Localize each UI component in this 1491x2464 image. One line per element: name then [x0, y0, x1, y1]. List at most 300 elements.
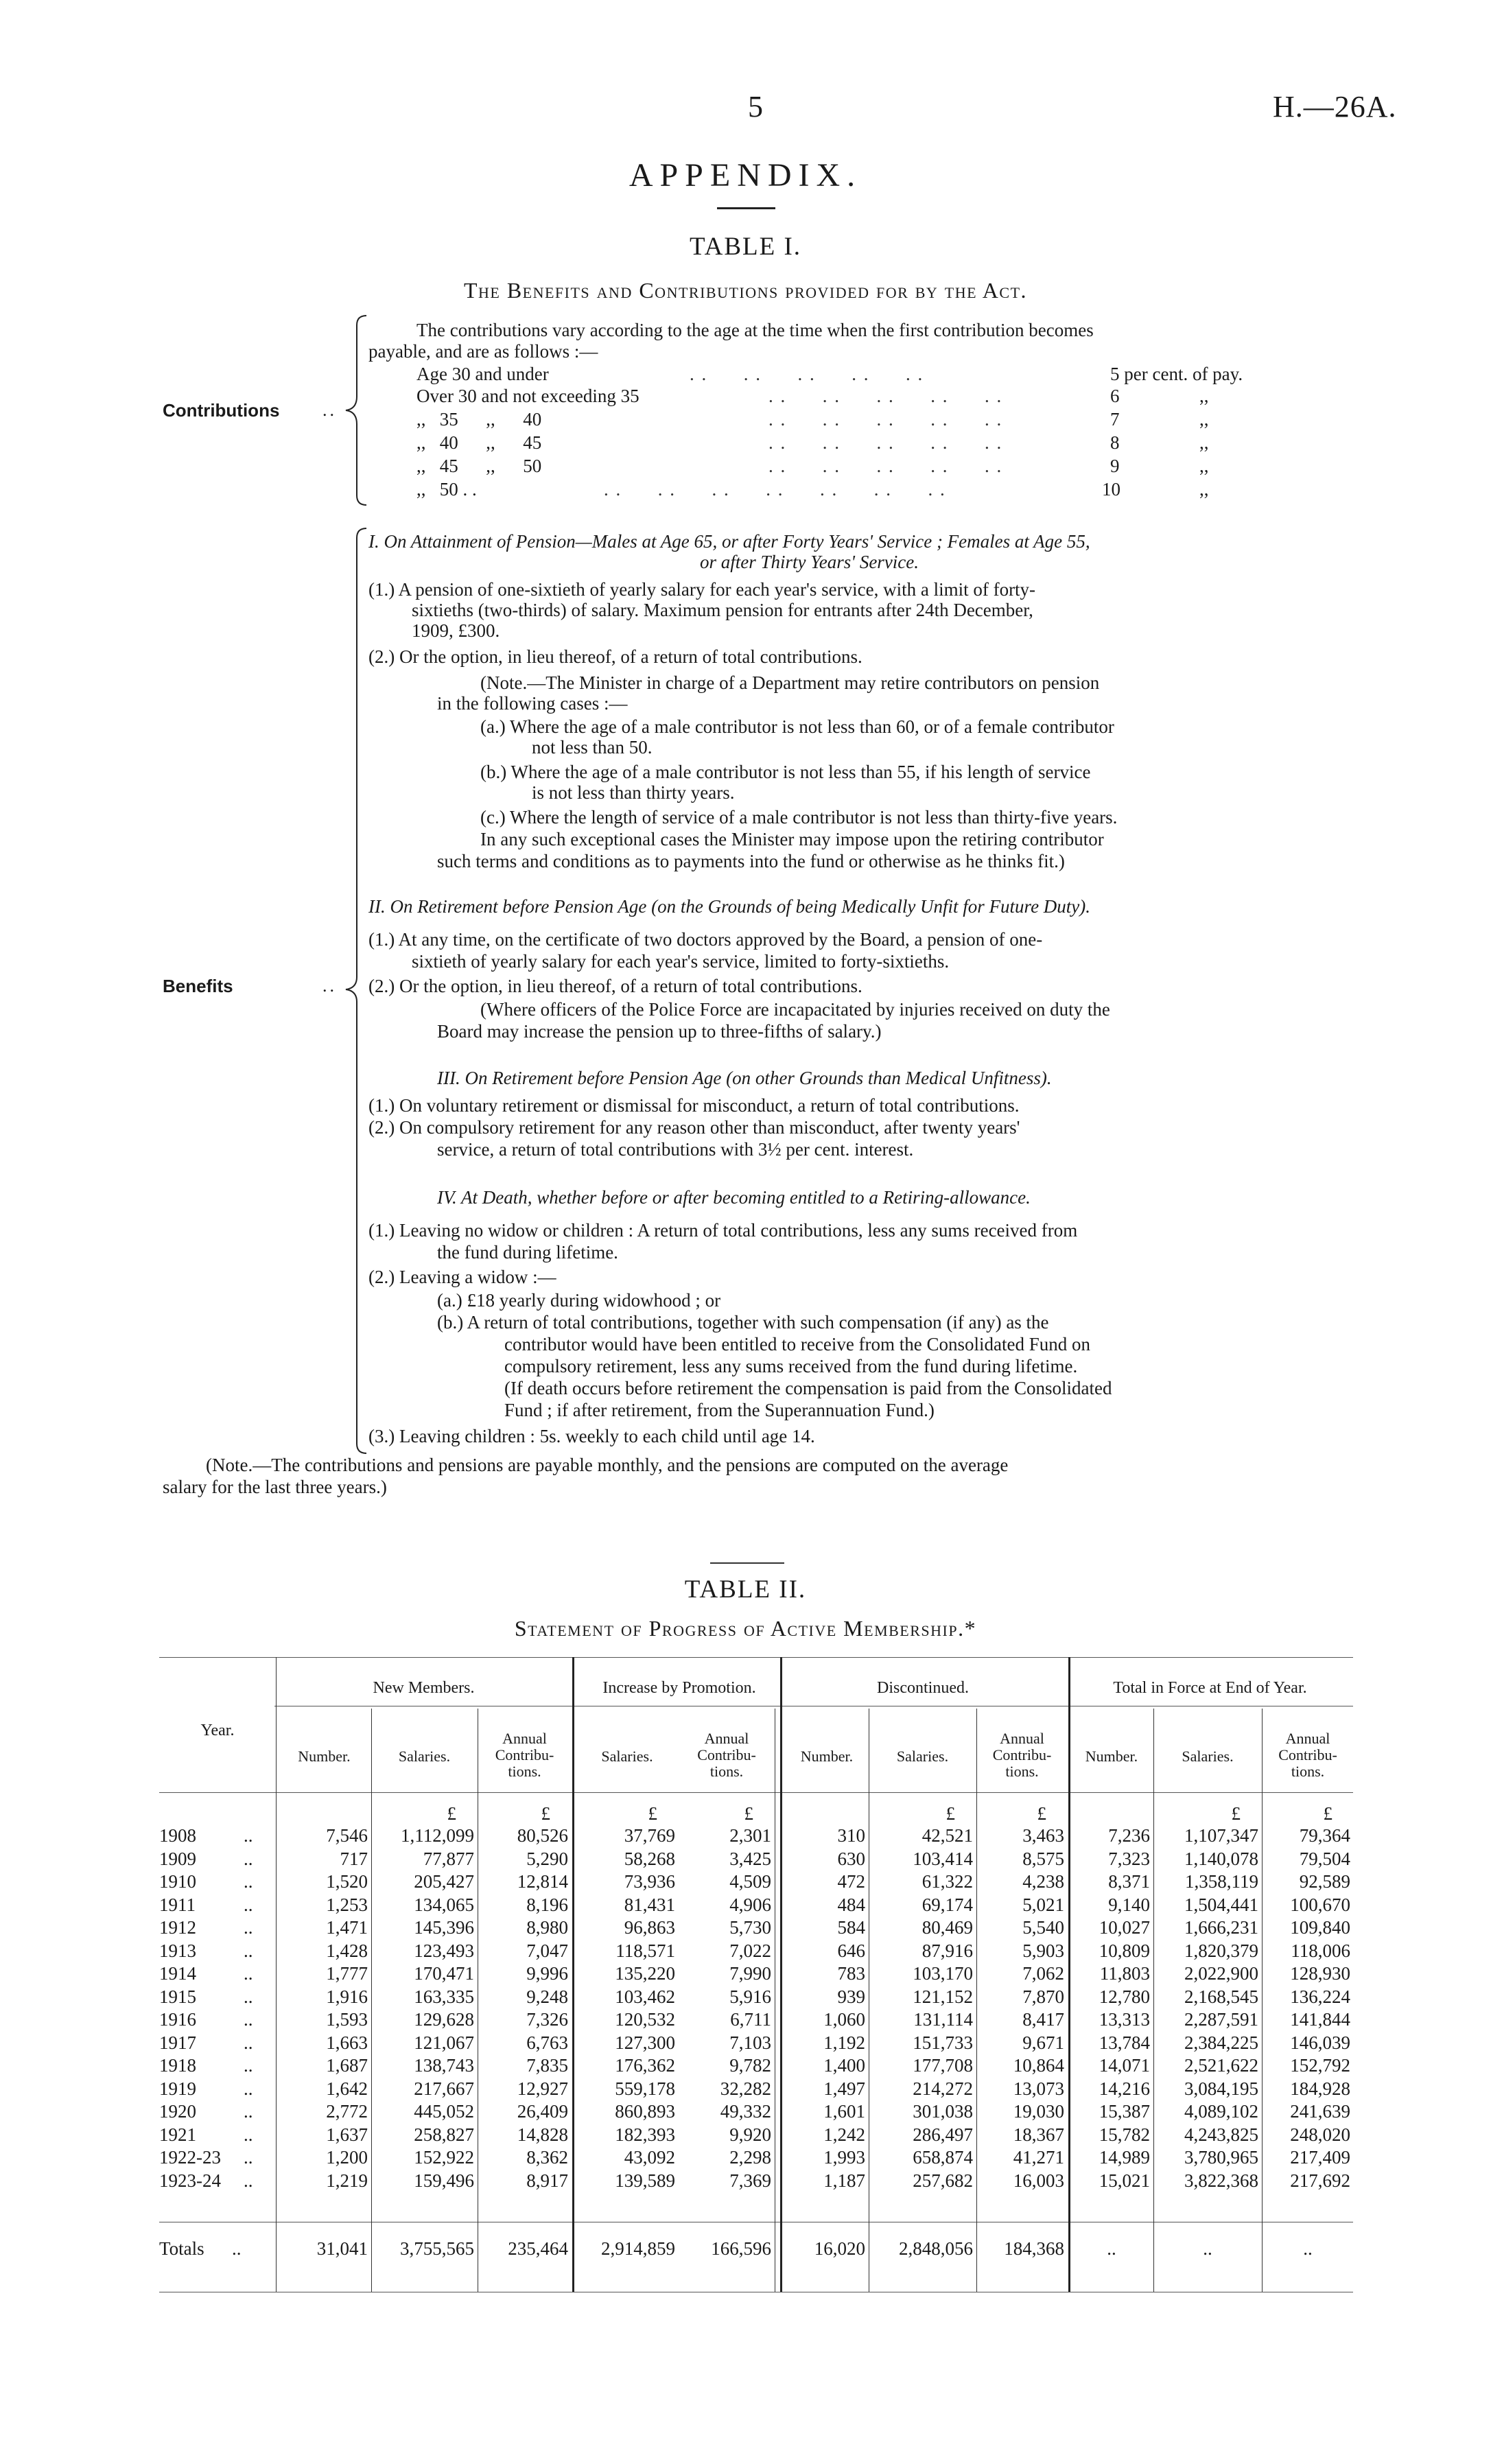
cell-number: 1,642: [326, 2078, 368, 2099]
subheader-annual-4: [679, 1730, 774, 1780]
cell-number: 584: [837, 1917, 865, 1938]
cell-annual: 41,271: [1013, 2147, 1064, 2168]
group-promotion: Increase by Promotion.: [602, 1679, 756, 1697]
cell-salaries: 2,022,900: [1184, 1963, 1258, 1984]
cell-salaries: 1,666,231: [1184, 1917, 1258, 1938]
sec3-p1: (1.) On voluntary retirement or dismissal for misconduct, a return of total contributions.: [368, 1095, 1020, 1116]
sec1-note-1: (Note.—The Minister in charge of a Department may retire contributors on pension: [480, 672, 1100, 693]
cell-number: 717: [340, 1848, 368, 1869]
cell-salaries: 2,521,622: [1184, 2055, 1258, 2076]
row-leader: ..: [244, 2124, 253, 2145]
cell-salaries: 658,874: [913, 2147, 973, 2168]
sec4-a: (a.) £18 yearly during widowhood ; or: [437, 1290, 721, 1311]
cell-salaries: 103,170: [913, 1963, 973, 1984]
totals-number: 16,020: [814, 2238, 865, 2259]
cell-annual: 14,828: [517, 2124, 568, 2145]
cell-annual: 4,906: [729, 1894, 771, 1915]
cell-salaries: 159,496: [414, 2170, 474, 2191]
sec4-heading: IV. At Death, whether before or after becoming entitled to a Retiring-allowance.: [437, 1187, 1031, 1208]
cell-salaries: 258,827: [414, 2124, 474, 2145]
cell-number: 1,428: [326, 1940, 368, 1961]
cell-salaries: 121,152: [913, 1986, 973, 2007]
pound-sign: £: [744, 1803, 753, 1824]
cell-number: 11,803: [1099, 1963, 1150, 1984]
totals-annual: 166,596: [711, 2238, 771, 2259]
cell-salaries: 152,922: [414, 2147, 474, 2168]
sec4-p2: (2.) Leaving a widow :—: [368, 1267, 556, 1287]
rate-age-4: ,, 40 ,, 45: [416, 432, 542, 453]
contributions-brace: [343, 314, 371, 506]
subheader-salaries-6: Salaries.: [896, 1748, 949, 1765]
cell-number: 1,663: [326, 2032, 368, 2053]
cell-annual: 8,196: [526, 1894, 568, 1915]
rate-dot-leaders-3: . . . . . . . . . .: [768, 409, 1003, 430]
cell-number: 14,989: [1099, 2147, 1150, 2168]
cell-annual: 32,282: [720, 2078, 771, 2099]
subheader-annual-10: [1263, 1730, 1353, 1780]
title-divider: [717, 207, 775, 209]
annual-header-line-3: tions.: [709, 1763, 744, 1780]
cell-annual: 128,930: [1290, 1963, 1350, 1984]
sec4-b-1: (b.) A return of total contributions, together with such compensation (if any) as the: [437, 1312, 1049, 1333]
row-year: 1911: [159, 1894, 196, 1915]
totals-salaries: ..: [1203, 2238, 1212, 2259]
cell-salaries: 138,743: [414, 2055, 474, 2076]
cell-annual: 4,509: [729, 1871, 771, 1892]
contributions-label: Contributions: [163, 400, 280, 421]
contrib-intro-2: payable, and are as follows :—: [368, 341, 598, 362]
annual-header-line-2: Contribu-: [697, 1746, 756, 1763]
row-leader: ..: [244, 1871, 253, 1892]
cell-salaries: 177,708: [913, 2055, 973, 2076]
cell-number: 1,200: [326, 2147, 368, 2168]
rate-age-6: ,, 50 . .: [416, 479, 477, 500]
row-leader: ..: [244, 2101, 253, 2122]
table1-subtitle: The Benefits and Contributions provided for by the Act.: [463, 278, 1028, 303]
cell-annual: 13,073: [1013, 2078, 1064, 2099]
ditto-mark-1: ,,: [1199, 386, 1209, 406]
annual-header-line-3: tions.: [1005, 1763, 1039, 1780]
pound-sign: £: [1231, 1803, 1241, 1824]
totals-annual: 235,464: [508, 2238, 568, 2259]
cell-annual: 26,409: [517, 2101, 568, 2122]
totals-number: 31,041: [316, 2238, 368, 2259]
cell-annual: 4,238: [1022, 1871, 1064, 1892]
cell-annual: 7,369: [729, 2170, 771, 2191]
cell-salaries: 127,300: [615, 2032, 675, 2053]
rate-value-5: 9: [1110, 456, 1120, 476]
sec1-a-2: not less than 50.: [532, 737, 653, 758]
subheader-salaries-3: Salaries.: [601, 1748, 653, 1765]
rate-age-1: Age 30 and under: [416, 364, 549, 384]
table2-subtitle: Statement of Progress of Active Membership.*: [514, 1616, 977, 1641]
annual-header-line-2: Contribu-: [495, 1746, 554, 1763]
cell-annual: 8,917: [526, 2170, 568, 2191]
cell-annual: 9,996: [526, 1963, 568, 1984]
cell-salaries: 42,521: [921, 1825, 973, 1846]
rate-value-2: 6: [1110, 386, 1120, 406]
cell-salaries: 286,497: [913, 2124, 973, 2145]
sec1-heading-2: or after Thirty Years' Service.: [700, 552, 919, 572]
cell-number: 939: [837, 1986, 865, 2007]
cell-annual: 10,864: [1013, 2055, 1064, 2076]
sec1-c: (c.) Where the length of service of a male contributor is not less than thirty-five years.: [480, 807, 1118, 828]
cell-number: 484: [837, 1894, 865, 1915]
cell-annual: 8,575: [1022, 1848, 1064, 1869]
pound-sign: £: [541, 1803, 550, 1824]
cell-annual: 6,763: [526, 2032, 568, 2053]
cell-annual: 19,030: [1013, 2101, 1064, 2122]
sec1-exc-2: such terms and conditions as to payments into the fund or otherwise as he thinks fit.): [437, 851, 1065, 871]
sec2-p1-2: sixtieth of yearly salary for each year's service, limited to forty-sixtieths.: [412, 951, 950, 972]
cell-salaries: 80,469: [921, 1917, 973, 1938]
cell-number: 15,021: [1099, 2170, 1150, 2191]
cell-annual: 6,711: [730, 2009, 771, 2030]
cell-number: 1,219: [326, 2170, 368, 2191]
cell-annual: 3,463: [1022, 1825, 1064, 1846]
cell-annual: 8,980: [526, 1917, 568, 1938]
cell-number: 1,497: [823, 2078, 865, 2099]
rate-value-4: 8: [1110, 432, 1120, 453]
cell-salaries: 1,107,347: [1184, 1825, 1258, 1846]
row-year: 1915: [159, 1986, 196, 2007]
cell-number: 630: [837, 1848, 865, 1869]
cell-annual: 12,814: [517, 1871, 568, 1892]
row-leader: ..: [244, 2170, 253, 2191]
cell-annual: 5,903: [1022, 1940, 1064, 1961]
row-year: 1908: [159, 1825, 196, 1846]
cell-number: 12,780: [1099, 1986, 1150, 2007]
cell-salaries: 559,178: [615, 2078, 675, 2099]
cell-salaries: 43,092: [624, 2147, 675, 2168]
rate-dot-leaders-4: . . . . . . . . . .: [768, 432, 1003, 453]
cell-salaries: 135,220: [615, 1963, 675, 1984]
cell-annual: 12,927: [517, 2078, 568, 2099]
cell-number: 1,687: [326, 2055, 368, 2076]
sec1-p1-1: (1.) A pension of one-sixtieth of yearly salary for each year's service, with a limit of forty-: [368, 579, 1036, 600]
cell-annual: 7,022: [729, 1940, 771, 1961]
sec1-heading-line1: [368, 531, 1090, 552]
cell-salaries: 96,863: [624, 1917, 675, 1938]
totals-salaries: 2,914,859: [601, 2238, 675, 2259]
cell-number: 1,060: [823, 2009, 865, 2030]
annual-header-line-3: tions.: [508, 1763, 541, 1780]
rate-age-3: ,, 35 ,, 40: [416, 409, 542, 430]
cell-annual: 7,835: [526, 2055, 568, 2076]
rate-dot-leaders-6: . . . . . . . . . . . . . .: [604, 479, 946, 500]
row-leader: ..: [244, 1986, 253, 2007]
row-leader: ..: [244, 1825, 253, 1846]
cell-salaries: 176,362: [615, 2055, 675, 2076]
cell-number: 15,782: [1099, 2124, 1150, 2145]
cell-annual: 184,928: [1290, 2078, 1350, 2099]
cell-annual: 9,248: [526, 1986, 568, 2007]
totals-salaries: 3,755,565: [400, 2238, 474, 2259]
benefits-leader: ..: [322, 976, 337, 996]
cell-annual: 8,417: [1022, 2009, 1064, 2030]
cell-salaries: 2,287,591: [1184, 2009, 1258, 2030]
cell-salaries: 81,431: [624, 1894, 675, 1915]
cell-annual: 217,409: [1290, 2147, 1350, 2168]
rate-dot-leaders-5: . . . . . . . . . .: [768, 456, 1003, 476]
table2-title: TABLE II.: [684, 1575, 807, 1604]
subheader-number-0: Number.: [298, 1748, 351, 1765]
cell-salaries: 73,936: [624, 1871, 675, 1892]
sec1-exc-1: In any such exceptional cases the Minister may impose upon the retiring contributor: [480, 829, 1104, 849]
totals-annual: 184,368: [1004, 2238, 1064, 2259]
cell-annual: 146,039: [1290, 2032, 1350, 2053]
sec2-heading: II. On Retirement before Pension Age (on the Grounds of being Medically Unfit for Future Duty).: [368, 896, 1091, 917]
cell-number: 10,027: [1099, 1917, 1150, 1938]
rate-value-3: 7: [1110, 409, 1120, 430]
final-note-1: (Note.—The contributions and pensions are payable monthly, and the pensions are computed on the average: [206, 1455, 1009, 1475]
totals-number: ..: [1107, 2238, 1116, 2259]
col-year: Year.: [200, 1722, 235, 1739]
subheader-salaries-1: Salaries.: [398, 1748, 451, 1765]
cell-salaries: 103,414: [913, 1848, 973, 1869]
cell-salaries: 131,114: [913, 2009, 973, 2030]
cell-annual: 9,671: [1022, 2032, 1064, 2053]
cell-salaries: 3,780,965: [1184, 2147, 1258, 2168]
ditto-mark-3: ,,: [1199, 432, 1209, 453]
cell-annual: 5,730: [729, 1917, 771, 1938]
sec1-a-1: (a.) Where the age of a male contributor is not less than 60, or of a female contributor: [480, 716, 1114, 737]
annual-header-line-1: Annual: [502, 1730, 547, 1747]
annual-header-line-1: Annual: [1285, 1730, 1330, 1747]
cell-number: 13,313: [1099, 2009, 1150, 2030]
row-leader: ..: [244, 2147, 253, 2168]
annual-header-line-2: Contribu-: [1278, 1746, 1337, 1763]
cell-annual: 152,792: [1290, 2055, 1350, 2076]
contrib-intro-1: The contributions vary according to the age at the time when the first contribution becomes: [416, 320, 1094, 340]
cell-salaries: 134,065: [414, 1894, 474, 1915]
cell-salaries: 145,396: [414, 1917, 474, 1938]
sec2-note-2: Board may increase the pension up to three-fifths of salary.): [437, 1021, 882, 1042]
cell-salaries: 3,822,368: [1184, 2170, 1258, 2191]
rate-dot-leaders-2: . . . . . . . . . .: [768, 386, 1003, 406]
cell-number: 310: [837, 1825, 865, 1846]
sec3-p2-1: (2.) On compulsory retirement for any reason other than misconduct, after twenty years': [368, 1117, 1020, 1138]
cell-number: 1,187: [823, 2170, 865, 2191]
cell-annual: 5,540: [1022, 1917, 1064, 1938]
cell-annual: 5,290: [526, 1848, 568, 1869]
cell-number: 1,637: [326, 2124, 368, 2145]
cell-number: 15,387: [1099, 2101, 1150, 2122]
sec1-p1-3: 1909, £300.: [412, 620, 500, 641]
row-year: 1919: [159, 2078, 196, 2099]
subheader-number-8: Number.: [1085, 1748, 1138, 1765]
cell-salaries: 121,067: [414, 2032, 474, 2053]
cell-salaries: 445,052: [414, 2101, 474, 2122]
cell-salaries: 77,877: [423, 1848, 474, 1869]
sec1-b-1: (b.) Where the age of a male contributor is not less than 55, if his length of service: [480, 762, 1091, 782]
cell-annual: 3,425: [729, 1848, 771, 1869]
cell-salaries: 37,769: [624, 1825, 675, 1846]
cell-salaries: 1,140,078: [1184, 1848, 1258, 1869]
cell-salaries: 182,393: [615, 2124, 675, 2145]
row-year: 1918: [159, 2055, 196, 2076]
section-divider: [710, 1562, 784, 1564]
cell-annual: 248,020: [1290, 2124, 1350, 2145]
totals-label: Totals: [159, 2238, 204, 2259]
cell-salaries: 129,628: [414, 2009, 474, 2030]
pound-sign: £: [648, 1803, 657, 1824]
cell-salaries: 214,272: [913, 2078, 973, 2099]
annual-header-line-1: Annual: [1000, 1730, 1044, 1747]
sec3-p2-2: service, a return of total contributions with 3½ per cent. interest.: [437, 1139, 914, 1160]
cell-salaries: 301,038: [913, 2101, 973, 2122]
cell-number: 1,593: [326, 2009, 368, 2030]
row-year: 1910: [159, 1871, 196, 1892]
cell-salaries: 1,112,099: [401, 1825, 474, 1846]
row-year: 1923-24: [159, 2170, 221, 2191]
cell-annual: 7,047: [526, 1940, 568, 1961]
pound-sign: £: [1323, 1803, 1332, 1824]
cell-annual: 9,782: [729, 2055, 771, 2076]
ditto-mark-5: ,,: [1199, 479, 1209, 500]
ditto-mark-4: ,,: [1199, 456, 1209, 476]
sec1-b-2: is not less than thirty years.: [532, 782, 735, 803]
cell-annual: 241,639: [1290, 2101, 1350, 2122]
pound-sign: £: [946, 1803, 955, 1824]
cell-salaries: 103,462: [615, 1986, 675, 2007]
cell-annual: 2,298: [729, 2147, 771, 2168]
final-note-2: salary for the last three years.): [163, 1477, 387, 1497]
group-rule: [780, 1657, 782, 2292]
row-leader: ..: [244, 1917, 253, 1938]
row-leader: ..: [244, 2032, 253, 2053]
appendix-title: APPENDIX.: [629, 157, 862, 193]
table-top-rule: [159, 1657, 1353, 1658]
cell-salaries: 1,358,119: [1185, 1871, 1258, 1892]
sec4-p1-1: (1.) Leaving no widow or children : A return of total contributions, less any sums received from: [368, 1220, 1078, 1241]
cell-salaries: 2,168,545: [1184, 1986, 1258, 2007]
cell-salaries: 58,268: [624, 1848, 675, 1869]
row-leader: ..: [244, 2009, 253, 2030]
annual-header-line-3: tions.: [1291, 1763, 1325, 1780]
sec3-heading: III. On Retirement before Pension Age (on other Grounds than Medical Unfitness).: [437, 1068, 1052, 1088]
cell-annual: 49,332: [720, 2101, 771, 2122]
sec2-note-1: (Where officers of the Police Force are incapacitated by injuries received on duty the: [480, 999, 1110, 1020]
sec1-p1-2: sixtieths (two-thirds) of salary. Maximum pension for entrants after 24th December,: [412, 600, 1033, 620]
totals-leader: ..: [232, 2238, 242, 2259]
cell-annual: 5,021: [1022, 1894, 1064, 1915]
cell-number: 8,371: [1108, 1871, 1150, 1892]
cell-annual: 5,916: [729, 1986, 771, 2007]
cell-salaries: 1,820,379: [1184, 1940, 1258, 1961]
subheader-salaries-9: Salaries.: [1182, 1748, 1234, 1765]
cell-number: 13,784: [1099, 2032, 1150, 2053]
cell-annual: 118,006: [1291, 1940, 1350, 1961]
cell-annual: 16,003: [1013, 2170, 1064, 2191]
cell-salaries: 151,733: [913, 2032, 973, 2053]
cell-number: 14,216: [1099, 2078, 1150, 2099]
cell-annual: 141,844: [1290, 2009, 1350, 2030]
cell-number: 1,993: [823, 2147, 865, 2168]
table1-title: TABLE I.: [689, 233, 802, 261]
cell-annual: 7,326: [526, 2009, 568, 2030]
sec1-note-2: in the following cases :—: [437, 693, 628, 714]
cell-salaries: 163,335: [414, 1986, 474, 2007]
row-year: 1920: [159, 2101, 196, 2122]
cell-number: 9,140: [1108, 1894, 1150, 1915]
cell-salaries: 205,427: [414, 1871, 474, 1892]
sec4-p1-2: the fund during lifetime.: [437, 1242, 618, 1263]
cell-number: 472: [837, 1871, 865, 1892]
cell-number: 1,400: [823, 2055, 865, 2076]
cell-salaries: 257,682: [913, 2170, 973, 2191]
pound-sign: £: [1037, 1803, 1046, 1824]
totals-salaries: 2,848,056: [899, 2238, 973, 2259]
group-new-members: New Members.: [373, 1679, 475, 1697]
cell-number: 1,471: [326, 1917, 368, 1938]
cell-annual: 217,692: [1290, 2170, 1350, 2191]
row-year: 1909: [159, 1848, 196, 1869]
cell-number: 1,777: [326, 1963, 368, 1984]
rate-value-6: 10: [1102, 479, 1120, 500]
row-year: 1917: [159, 2032, 196, 2053]
rate-value-1: 5 per cent. of pay.: [1110, 364, 1243, 384]
cell-number: 7,323: [1108, 1848, 1150, 1869]
cell-annual: 79,504: [1299, 1848, 1350, 1869]
cell-annual: 7,062: [1022, 1963, 1064, 1984]
cell-salaries: 4,089,102: [1184, 2101, 1258, 2122]
cell-number: 646: [837, 1940, 865, 1961]
subheader-number-5: Number.: [800, 1748, 854, 1765]
cell-number: 783: [837, 1963, 865, 1984]
row-year: 1912: [159, 1917, 196, 1938]
annual-header-line-1: Annual: [704, 1730, 749, 1747]
pound-sign: £: [447, 1803, 456, 1824]
cell-salaries: 120,532: [615, 2009, 675, 2030]
row-leader: ..: [244, 2055, 253, 2076]
cell-annual: 18,367: [1013, 2124, 1064, 2145]
cell-salaries: 170,471: [414, 1963, 474, 1984]
sec1-heading-1: I. On Attainment of Pension—Males at Age 65, or after Forty Years' Service ; Females at Age 55,: [368, 531, 1090, 552]
rate-age-5: ,, 45 ,, 50: [416, 456, 542, 476]
cell-number: 1,520: [326, 1871, 368, 1892]
cell-number: 14,071: [1099, 2055, 1150, 2076]
cell-annual: 136,224: [1290, 1986, 1350, 2007]
row-leader: ..: [244, 1940, 253, 1961]
row-year: 1922-23: [159, 2147, 221, 2168]
cell-salaries: 139,589: [615, 2170, 675, 2191]
cell-annual: 9,920: [729, 2124, 771, 2145]
cell-salaries: 217,667: [414, 2078, 474, 2099]
cell-salaries: 118,571: [615, 1940, 675, 1961]
cell-number: 7,546: [326, 1825, 368, 1846]
cell-number: 1,192: [823, 2032, 865, 2053]
row-year: 1921: [159, 2124, 196, 2145]
column-rule: [276, 1657, 277, 2292]
cell-annual: 92,589: [1299, 1871, 1350, 1892]
group-total-in-force: Total in Force at End of Year.: [1113, 1679, 1307, 1697]
subheader-annual-7: [977, 1730, 1067, 1780]
contributions-leader: ..: [322, 400, 337, 420]
row-year: 1913: [159, 1940, 196, 1961]
cell-salaries: 4,243,825: [1184, 2124, 1258, 2145]
cell-number: 7,236: [1108, 1825, 1150, 1846]
cell-salaries: 860,893: [615, 2101, 675, 2122]
row-leader: ..: [244, 1894, 253, 1915]
sec4-b-5: Fund ; if after retirement, from the Superannuation Fund.): [504, 1400, 935, 1420]
cell-salaries: 87,916: [921, 1940, 973, 1961]
document-reference: H.—26A.: [1273, 90, 1397, 124]
group-discontinued: Discontinued.: [877, 1679, 969, 1697]
sec2-p1-1: (1.) At any time, on the certificate of two doctors approved by the Board, a pension of one-: [368, 929, 1043, 950]
cell-annual: 7,990: [729, 1963, 771, 1984]
cell-annual: 2,301: [729, 1825, 771, 1846]
